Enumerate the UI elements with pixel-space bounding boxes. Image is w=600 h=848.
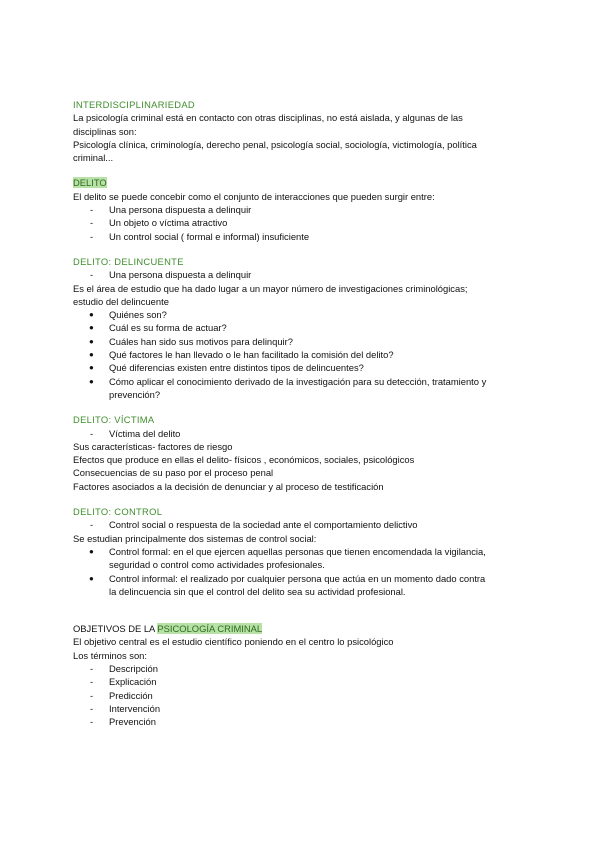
list-item: - Un control social ( formal e informal) insuficiente <box>73 230 528 243</box>
list-item: - Víctima del delito <box>73 427 528 440</box>
section-heading-objetivos: OBJETIVOS DE LA PSICOLOGÍA CRIMINAL <box>73 623 263 635</box>
paragraph-line: Psicología clínica, criminología, derecho penal, psicología social, sociología, victimología, política <box>73 138 477 150</box>
list-item: - Predicción <box>73 689 528 702</box>
section-heading-delito <box>73 176 528 189</box>
bullet-item: ● Cómo aplicar el conocimiento derivado de la investigación para su detección, tratamiento y prevención? <box>73 375 528 402</box>
paragraph-line: Efectos que produce en ellas el delito- físicos , económicos, sociales, psicológicos <box>73 454 415 466</box>
bullet-item: ● Control formal: en el que ejercen aquellas personas que tienen encomendada la vigilancia, seguridad o control como actividades profesionales. <box>73 545 528 572</box>
dash-marker: - <box>90 702 94 714</box>
bullet-item: ● Qué diferencias existen entre distintos tipos de delincuentes? <box>73 361 528 374</box>
bullet-item: ● Control informal: el realizado por cualquier persona que actúa en un momento dado contra la delincuencia sin que el control del delito sea su actividad profesional. <box>73 572 528 599</box>
section-heading-delincuente: DELITO: DELINCUENTE <box>73 255 184 267</box>
paragraph-line: disciplinas son: <box>73 125 137 137</box>
highlighted-text: PSICOLOGÍA CRIMINAL <box>157 623 263 635</box>
bullet-item: ● Cuáles han sido sus motivos para delinquir? <box>73 335 528 348</box>
dash-marker: - <box>90 716 94 728</box>
bullet-marker: ● <box>89 376 94 386</box>
list-item: - Una persona dispuesta a delinquir <box>73 203 528 216</box>
paragraph-line: Los términos son: <box>73 649 147 661</box>
paragraph-line: Se estudian principalmente dos sistemas de control social: <box>73 532 317 544</box>
paragraph-line: criminal... <box>73 152 114 164</box>
bullet-marker: ● <box>89 573 94 583</box>
section-heading-victima: DELITO: VÍCTIMA <box>73 414 155 426</box>
list-item: - Control social o respuesta de la sociedad ante el comportamiento delictivo <box>73 518 528 531</box>
document-page <box>73 98 528 728</box>
bullet-marker: ● <box>89 350 94 360</box>
list-item: - Explicación <box>73 675 528 688</box>
section-heading-interdisciplinariedad: INTERDISCIPLINARIEDAD <box>73 99 195 110</box>
dash-marker: - <box>90 662 94 674</box>
dash-marker: - <box>90 427 94 439</box>
paragraph-line: Sus características- factores de riesgo <box>73 440 233 452</box>
bullet-marker: ● <box>89 336 94 346</box>
bullet-marker: ● <box>89 363 94 373</box>
dash-marker: - <box>90 217 94 229</box>
dash-marker: - <box>90 519 94 531</box>
paragraph-line: estudio del delincuente <box>73 295 169 307</box>
paragraph-line: El objetivo central es el estudio científico poniendo en el centro lo psicológico <box>73 636 394 648</box>
list-item: - Prevención <box>73 715 528 728</box>
dash-marker: - <box>90 269 94 281</box>
dash-marker: - <box>90 689 94 701</box>
bullet-item: ● Cuál es su forma de actuar? <box>73 321 528 334</box>
list-item: - Una persona dispuesta a delinquir <box>73 268 528 281</box>
dash-marker: - <box>90 204 94 216</box>
list-item: - Intervención <box>73 702 528 715</box>
bullet-item: ● Quiénes son? <box>73 308 528 321</box>
list-item: - Descripción <box>73 662 528 675</box>
bullet-marker: ● <box>89 310 94 320</box>
section-heading-control: DELITO: CONTROL <box>73 506 163 518</box>
paragraph-line: La psicología criminal está en contacto con otras disciplinas, no está aislada, y algunas de las <box>73 112 463 124</box>
paragraph-line: Consecuencias de su paso por el proceso penal <box>73 467 274 479</box>
dash-marker: - <box>90 676 94 688</box>
bullet-marker: ● <box>89 546 94 556</box>
bullet-item: ● Qué factores le han llevado o le han facilitado la comisión del delito? <box>73 348 528 361</box>
highlighted-text: DELITO <box>73 177 107 189</box>
dash-marker: - <box>90 230 94 242</box>
paragraph-line: Factores asociados a la decisión de denunciar y al proceso de testificación <box>73 480 384 492</box>
paragraph-line: El delito se puede concebir como el conjunto de interacciones que pueden surgir entre: <box>73 190 435 202</box>
bullet-marker: ● <box>89 323 94 333</box>
list-item: - Un objeto o víctima atractivo <box>73 216 528 229</box>
paragraph-line: Es el área de estudio que ha dado lugar a un mayor número de investigaciones criminológicas; <box>73 282 468 294</box>
